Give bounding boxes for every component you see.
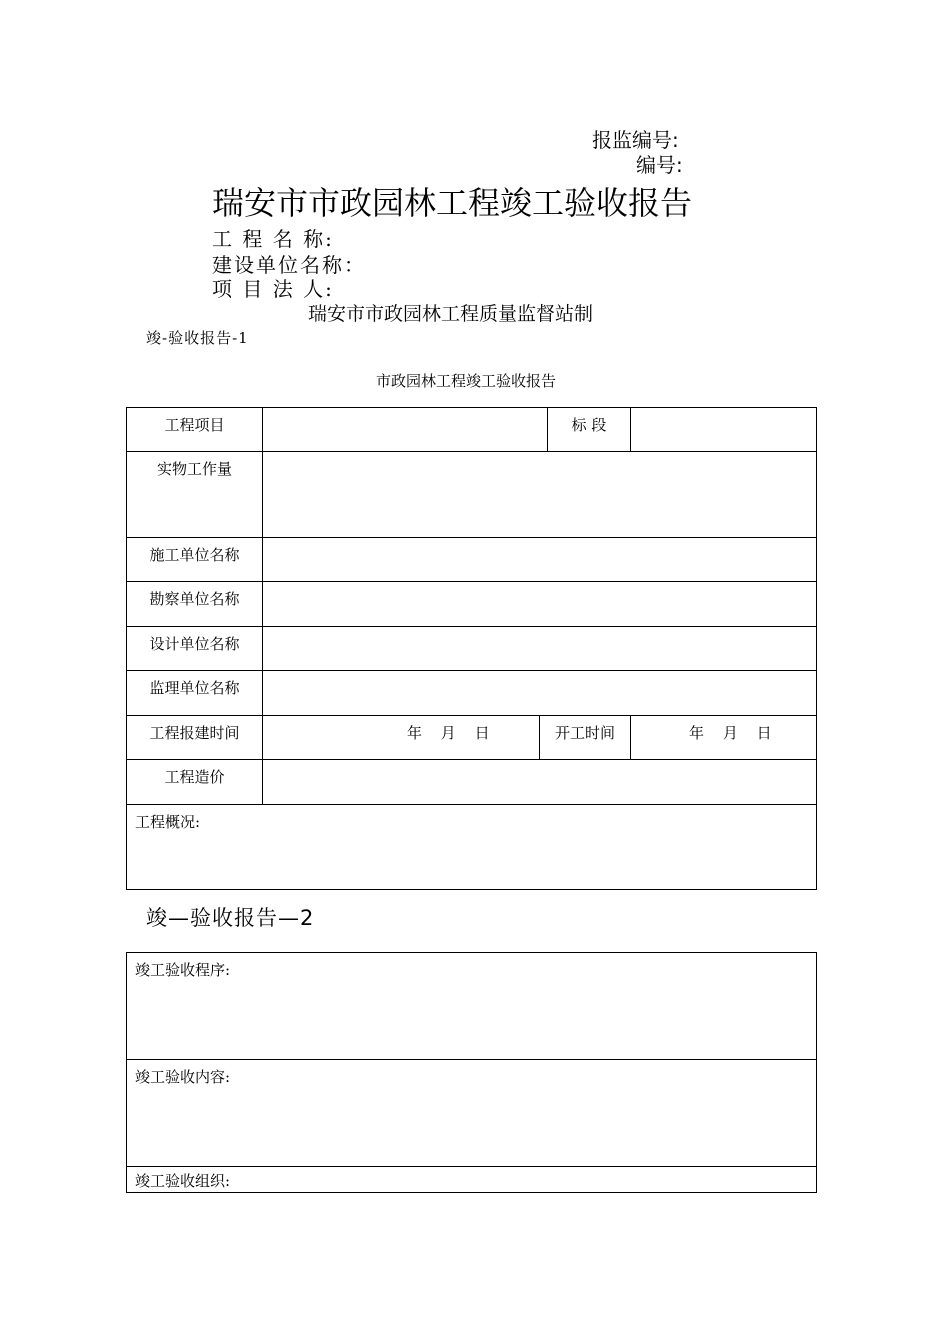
table-row — [127, 760, 817, 805]
table-row — [127, 1060, 817, 1167]
day-label: 日 — [474, 724, 490, 742]
procedure-field[interactable] — [127, 953, 817, 1060]
supervisor-value[interactable] — [263, 671, 817, 716]
report-time-label: 工程报建时间 — [127, 716, 263, 760]
cost-value[interactable] — [263, 760, 817, 805]
surveyor-label: 勘察单位名称 — [127, 582, 263, 627]
organization-label: 竣工验收组织: — [135, 1172, 231, 1190]
day-label: 日 — [756, 724, 772, 742]
month-label: 月 — [440, 724, 456, 742]
table-row — [127, 1167, 817, 1193]
constructor-value[interactable] — [263, 538, 817, 582]
legal-person-label: 项 目 法 人: — [212, 277, 334, 301]
designer-label: 设计单位名称 — [127, 627, 263, 671]
year-label: 年 — [407, 724, 423, 742]
supervisor-label: 监理单位名称 — [127, 671, 263, 716]
builder-name-label: 建设单位名称： — [212, 253, 366, 277]
table-row — [127, 452, 817, 538]
cost-label: 工程造价 — [127, 760, 263, 805]
project-item-label: 工程项目 — [127, 408, 263, 452]
month-label: 月 — [722, 724, 738, 742]
table-row — [127, 408, 817, 452]
form2-code: 竣—验收报告—2 — [146, 906, 315, 930]
issuer-label: 瑞安市市政园林工程质量监督站制 — [308, 303, 594, 325]
surveyor-value[interactable] — [263, 582, 817, 627]
table-row — [127, 627, 817, 671]
project-name-label: 工 程 名 称: — [212, 227, 334, 251]
table-row — [127, 538, 817, 582]
serial-number-label: 编号: — [636, 153, 683, 177]
designer-value[interactable] — [263, 627, 817, 671]
overview-field[interactable] — [127, 805, 817, 890]
constructor-label: 施工单位名称 — [127, 538, 263, 582]
table-row — [127, 953, 817, 1060]
content-field[interactable] — [127, 1060, 817, 1167]
physical-quantity-label: 实物工作量 — [127, 452, 263, 538]
year-label: 年 — [689, 724, 705, 742]
table-row — [127, 805, 817, 890]
physical-quantity-value[interactable] — [263, 452, 817, 538]
start-time-label: 开工时间 — [540, 716, 631, 760]
page-title: 瑞安市市政园林工程竣工验收报告 — [212, 184, 693, 222]
table-row — [127, 671, 817, 716]
start-time-value[interactable] — [631, 716, 817, 760]
content-label: 竣工验收内容: — [135, 1068, 231, 1086]
organization-field[interactable] — [127, 1167, 817, 1193]
table-row — [127, 716, 817, 760]
form2-table — [126, 952, 817, 1193]
project-item-value[interactable] — [263, 408, 548, 452]
report-number-label: 报监编号: — [592, 128, 679, 152]
overview-label: 工程概况: — [135, 813, 201, 831]
form1-title: 市政园林工程竣工验收报告 — [376, 372, 557, 390]
procedure-label: 竣工验收程序: — [135, 961, 231, 979]
form1-table — [126, 407, 817, 890]
report-time-value[interactable] — [263, 716, 540, 760]
table-row — [127, 582, 817, 627]
form1-code: 竣-验收报告-1 — [146, 329, 249, 347]
section-label: 标 段 — [548, 408, 631, 452]
section-value[interactable] — [631, 408, 817, 452]
